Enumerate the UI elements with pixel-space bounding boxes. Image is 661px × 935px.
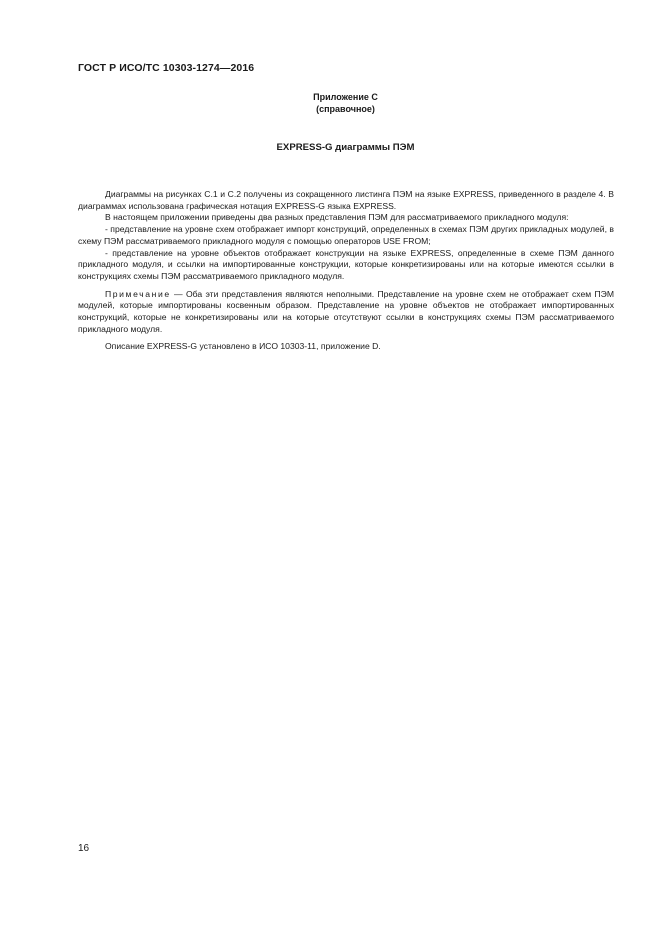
paragraph-intro: Диаграммы на рисунках С.1 и С.2 получены из сокращенного листинга ПЭМ на языке EXPRESS, приведенного в разделе 4. В диаграммах использована графическая нотация EXPRESS-G языка EXPRESS.	[78, 189, 614, 211]
annex-heading	[0, 91, 661, 115]
section-title-wrapper	[0, 142, 661, 153]
note-paragraph	[78, 289, 614, 336]
list-item-object-level: - представление на уровне объектов отображает конструкции на языке EXPRESS, определенные в схеме ПЭМ данного прикладного модуля, и ссылки на импортированные конструкции, которые конкретизированы или на которые имеются ссылки в конструкциях схемы ПЭМ рассматриваемого прикладного модуля.	[78, 247, 614, 281]
section-title: EXPRESS-G диаграммы ПЭМ	[276, 142, 415, 153]
paragraph-closing: Описание EXPRESS-G установлено в ИСО 10303-11, приложение D.	[105, 341, 381, 352]
annex-title: Приложение С	[313, 92, 378, 102]
note-label: Примечание	[105, 288, 171, 299]
document-header: ГОСТ Р ИСО/ТС 10303-1274—2016	[78, 62, 255, 74]
body-text	[78, 189, 614, 353]
note-dash: —	[170, 288, 186, 299]
note-text: Оба эти представления являются неполными. Представление на уровне схем не отображает схем ПЭМ модулей, которые импортированы косвенным образом. Представление на уровне объектов не отображает импортированных конструкций, которые не конкретизированы или на которые отсутствуют ссылки в конструкциях схемы ПЭМ рассматриваемого прикладного модуля.	[78, 288, 614, 334]
list-item-schema-level: - представление на уровне схем отображает импорт конструкций, определенных в схемах ПЭМ других прикладных модулей, в схему ПЭМ рассматриваемого прикладного модуля с помощью операторов USE FROM;	[78, 224, 614, 246]
page-number: 16	[78, 843, 90, 854]
annex-status: (справочное)	[316, 104, 375, 114]
paragraph-views: В настоящем приложении приведены два разных представления ПЭМ для рассматриваемого прикладного модуля:	[105, 212, 569, 223]
